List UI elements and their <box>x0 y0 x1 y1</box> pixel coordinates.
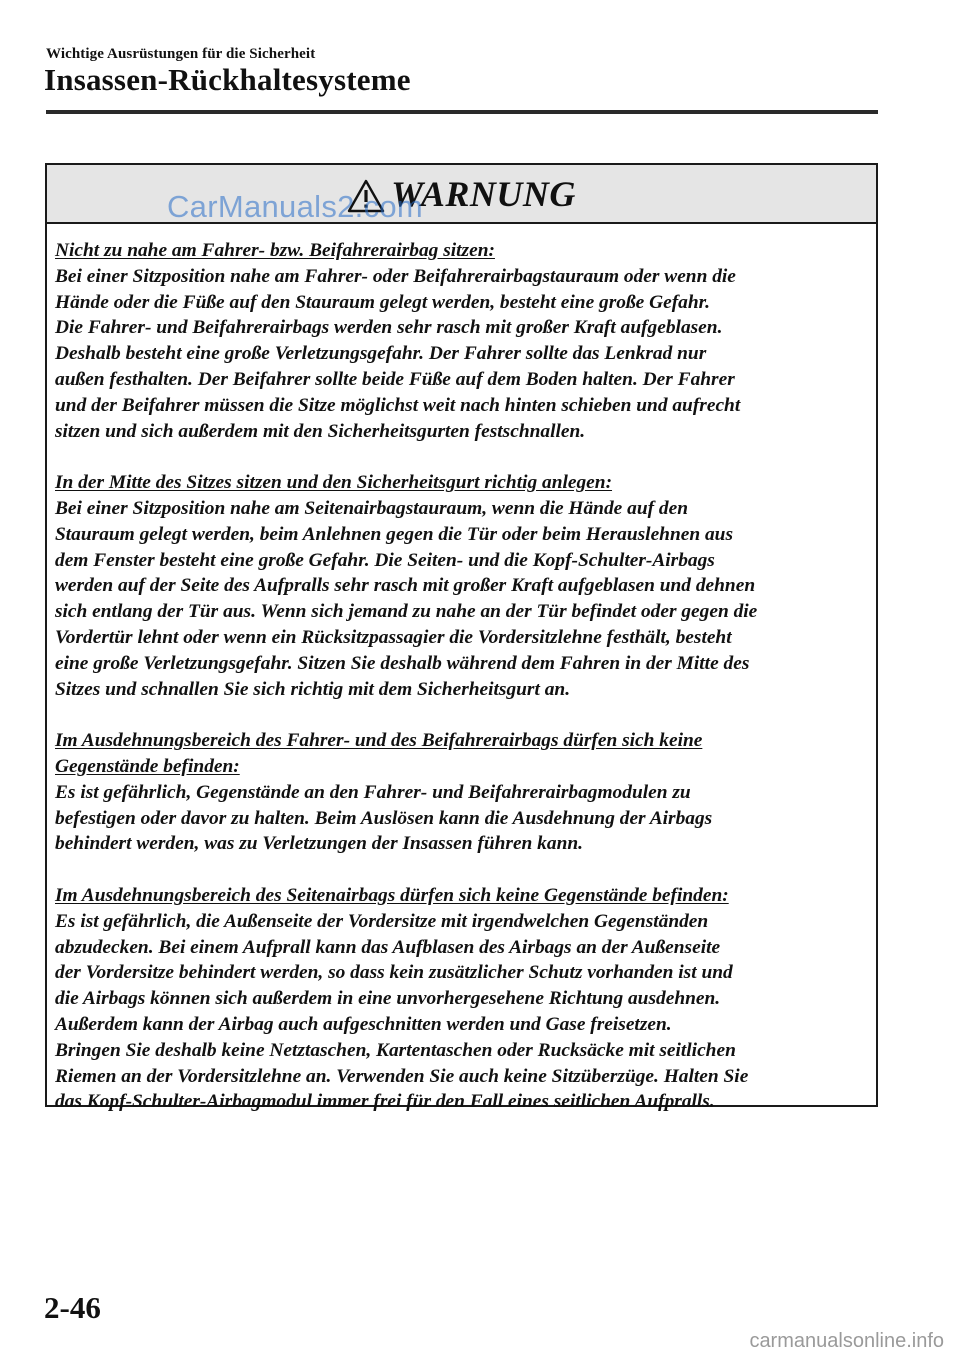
warning-box <box>45 163 878 1113</box>
warning-text-line: Stauraum gelegt werden, beim Anlehnen gegen die Tür oder beim Herauslehnen aus <box>55 523 734 545</box>
warning-text-line: Riemen an der Vordersitzlehne an. Verwenden Sie auch keine Sitzüberzüge. Halten Sie <box>55 1065 749 1087</box>
warning-text-line: werden auf der Seite des Aufpralls sehr rasch mit großer Kraft aufgeblasen und dehnen <box>55 575 756 597</box>
warning-text-line: Sitzes und schnallen Sie sich richtig mit dem Sicherheitsgurt an. <box>55 678 571 700</box>
title-rule <box>46 110 878 114</box>
warning-text-line: Es ist gefährlich, die Außenseite der Vordersitze mit irgendwelchen Gegenständen <box>55 910 709 932</box>
section-label: Wichtige Ausrüstungen für die Sicherheit <box>46 46 316 62</box>
warning-text-line: Bei einer Sitzposition nahe am Fahrer- oder Beifahrerairbagstauraum oder wenn die <box>55 265 736 287</box>
warning-text-line: sich entlang der Tür aus. Wenn sich jemand zu nahe an der Tür befindet oder gegen die <box>55 601 758 623</box>
warning-text-line: das Kopf-Schulter-Airbagmodul immer frei für den Fall eines seitlichen Aufpralls. <box>55 1091 715 1113</box>
warning-block-heading: Gegenstände befinden: <box>55 755 240 777</box>
site-watermark: carmanualsonline.info <box>749 1330 944 1352</box>
warning-block <box>55 883 868 1115</box>
warning-text-line: Deshalb besteht eine große Verletzungsgefahr. Der Fahrer sollte das Lenkrad nur <box>55 343 707 365</box>
warning-block <box>55 470 868 702</box>
page-title: Insassen-Rückhaltesysteme <box>44 62 411 97</box>
warning-text-line: sitzen und sich außerdem mit den Sicherheitsgurten festschnallen. <box>55 420 586 442</box>
warning-block <box>55 238 868 444</box>
warning-text-line: befestigen oder davor zu halten. Beim Auslösen kann die Ausdehnung der Airbags <box>55 807 713 829</box>
warning-block <box>55 728 868 857</box>
warning-block-heading: Im Ausdehnungsbereich des Fahrer- und des Beifahrerairbags dürfen sich keine <box>55 730 703 752</box>
warning-text-line: abzudecken. Bei einem Aufprall kann das Aufblasen des Airbags an der Außenseite <box>55 936 721 958</box>
warning-text-line: behindert werden, was zu Verletzungen der Insassen führen kann. <box>55 833 583 855</box>
warning-text-line: eine große Verletzungsgefahr. Sitzen Sie deshalb während dem Fahren in der Mitte des <box>55 652 750 674</box>
warning-block-heading: Nicht zu nahe am Fahrer- bzw. Beifahrerairbag sitzen: <box>55 240 495 261</box>
warning-block-heading: Im Ausdehnungsbereich des Seitenairbags dürfen sich keine Gegenstände befinden: <box>55 884 729 906</box>
page-number: 2-46 <box>44 1290 101 1325</box>
warning-text-line: die Airbags können sich außerdem in eine unvorhergesehene Richtung ausdehnen. <box>55 988 721 1010</box>
warning-text-line: und der Beifahrer müssen die Sitze möglichst weit nach hinten schieben und aufrecht <box>55 394 741 416</box>
warning-header <box>47 165 876 224</box>
warning-text-line: der Vordersitze behindert werden, so dass kein zusätzlicher Schutz vorhanden ist und <box>55 962 733 984</box>
warning-text-line: Bei einer Sitzposition nahe am Seitenairbagstauraum, wenn die Hände auf den <box>55 497 688 519</box>
warning-text-line: Die Fahrer- und Beifahrerairbags werden sehr rasch mit großer Kraft aufgeblasen. <box>55 317 723 339</box>
warning-text-line: Es ist gefährlich, Gegenstände an den Fahrer- und Beifahrerairbagmodulen zu <box>55 781 691 803</box>
warning-block-heading: In der Mitte des Sitzes sitzen und den Sicherheitsgurt richtig anlegen: <box>55 472 613 494</box>
warning-text-line: Vordertür lehnt oder wenn ein Rücksitzpassagier die Vordersitzlehne festhält, besteht <box>55 626 732 648</box>
warning-text-line: Außerdem kann der Airbag auch aufgeschnitten werden und Gase freisetzen. <box>55 1013 672 1035</box>
warning-text-line: Hände oder die Füße auf den Stauraum gelegt werden, besteht eine große Gefahr. <box>55 291 710 313</box>
warning-text-line: Bringen Sie deshalb keine Netztaschen, Kartentaschen oder Rucksäcke mit seitlichen <box>55 1039 736 1061</box>
warning-text-line: außen festhalten. Der Beifahrer sollte beide Füße auf dem Boden halten. Der Fahrer <box>55 368 735 390</box>
warning-text-line: dem Fenster besteht eine große Gefahr. Die Seiten- und die Kopf-Schulter-Airbags <box>55 549 715 571</box>
warning-body <box>47 224 876 1115</box>
warning-title: WARNUNG <box>391 173 576 214</box>
watermark-logo: CarManuals2.com <box>167 189 424 224</box>
